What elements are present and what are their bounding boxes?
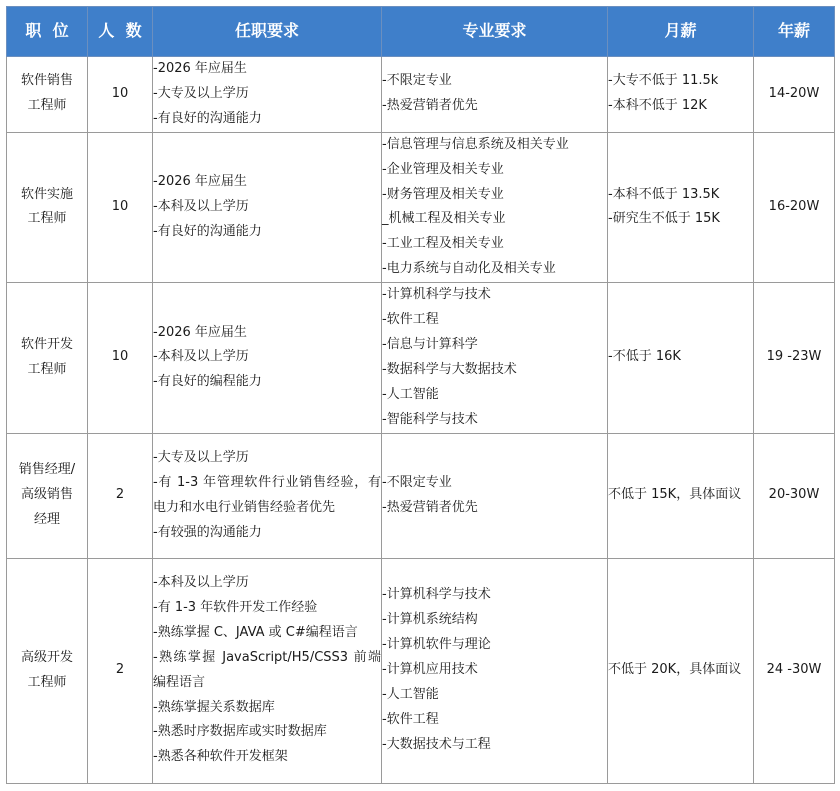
requirement-item: -熟悉时序数据库或实时数据库 — [153, 724, 327, 740]
header-title: 职 位 — [7, 7, 88, 57]
salary-item: -研究生不低于 15K — [608, 211, 720, 227]
headcount: 2 — [88, 558, 153, 783]
major-item: -计算机应用技术 — [382, 662, 478, 678]
monthly-salary-cell — [608, 132, 754, 282]
monthly-salary-cell — [608, 558, 754, 783]
job-title-cell — [7, 433, 88, 558]
annual-salary: 24 -30W — [754, 558, 835, 783]
major-item: -热爱营销者优先 — [382, 98, 478, 114]
job-title-cell — [7, 57, 88, 133]
table-row — [7, 558, 835, 783]
requirement-item: -有良好的编程能力 — [153, 374, 262, 390]
major-item: -人工智能 — [382, 386, 439, 402]
requirement-item: -2026 年应届生 — [153, 61, 247, 76]
headcount: 10 — [88, 132, 153, 282]
job-title: 销售经理/高级销售经理 — [18, 462, 76, 528]
salary-item: -本科不低于 13.5K — [608, 186, 720, 202]
job-title: 软件开发工程师 — [20, 336, 73, 377]
major-item: -不限定专业 — [382, 474, 452, 490]
requirements-cell — [153, 433, 382, 558]
major-item: -大数据技术与工程 — [382, 736, 491, 752]
header-row — [7, 7, 835, 57]
annual-salary: 14-20W — [754, 57, 835, 133]
header-major: 专业要求 — [382, 7, 608, 57]
salary-item: -不低于 16K — [608, 349, 681, 365]
headcount: 10 — [88, 283, 153, 433]
table-row — [7, 433, 835, 558]
major-item: _机械工程及相关专业 — [382, 211, 506, 227]
major-cell — [382, 433, 608, 558]
table-row — [7, 132, 835, 282]
job-title-cell — [7, 283, 88, 433]
requirement-item: -2026 年应届生 — [153, 174, 247, 190]
salary-item: 不低于 15K，具体面议 — [608, 487, 742, 503]
major-item: -计算机系统结构 — [382, 612, 478, 628]
job-title: 软件实施工程师 — [20, 186, 73, 227]
major-item: -热爱营销者优先 — [382, 499, 478, 515]
header-annual-salary: 年薪 — [754, 7, 835, 57]
requirement-item: -熟练掌握关系数据库 — [153, 699, 275, 715]
annual-salary: 20-30W — [754, 433, 835, 558]
requirement-item: -熟悉各种软件开发框架 — [153, 749, 288, 765]
requirement-item: -熟练掌握 JavaScript/H5/CSS3 前端编程语言 — [153, 649, 381, 690]
job-title: 高级开发工程师 — [20, 649, 73, 690]
annual-salary: 16-20W — [754, 132, 835, 282]
requirement-item: -有 1-3 年软件开发工作经验 — [153, 599, 318, 615]
table-row — [7, 57, 835, 133]
header-requirements: 任职要求 — [153, 7, 382, 57]
requirement-item: -2026 年应届生 — [153, 324, 247, 340]
requirement-item: -本科及以上学历 — [153, 198, 249, 214]
major-item: -财务管理及相关专业 — [382, 186, 504, 202]
job-title: 软件销售工程师 — [20, 73, 73, 114]
headcount: 2 — [88, 433, 153, 558]
major-item: -计算机科学与技术 — [382, 287, 491, 303]
major-item: -计算机科学与技术 — [382, 587, 491, 603]
requirement-item: -本科及以上学历 — [153, 349, 249, 365]
job-title-cell — [7, 132, 88, 282]
major-item: -软件工程 — [382, 711, 439, 727]
requirements-cell — [153, 558, 382, 783]
requirement-item: -有较强的沟通能力 — [153, 524, 262, 540]
major-cell — [382, 132, 608, 282]
major-cell — [382, 558, 608, 783]
major-item: -人工智能 — [382, 687, 439, 703]
requirements-cell — [153, 132, 382, 282]
major-item: -电力系统与自动化及相关专业 — [382, 261, 556, 277]
header-monthly-salary: 月薪 — [608, 7, 754, 57]
requirement-item: -有良好的沟通能力 — [153, 110, 262, 126]
recruitment-table — [6, 6, 835, 784]
requirement-item: -有良好的沟通能力 — [153, 223, 262, 239]
requirement-item: -大专及以上学历 — [153, 449, 249, 465]
major-cell — [382, 283, 608, 433]
table-row — [7, 283, 835, 433]
major-item: -信息与计算科学 — [382, 336, 478, 352]
requirement-item: -熟练掌握 C、JAVA 或 C#编程语言 — [153, 624, 358, 640]
requirement-item: -有 1-3 年管理软件行业销售经验，有电力和水电行业销售经验者优先 — [153, 474, 381, 515]
requirements-cell — [153, 283, 382, 433]
salary-item: 不低于 20K，具体面议 — [608, 662, 742, 678]
monthly-salary-cell — [608, 283, 754, 433]
header-count: 人 数 — [88, 7, 153, 57]
salary-item: -大专不低于 11.5k — [608, 73, 719, 89]
major-item: -企业管理及相关专业 — [382, 161, 504, 177]
major-item: -工业工程及相关专业 — [382, 236, 504, 252]
major-cell — [382, 57, 608, 133]
major-item: -智能科学与技术 — [382, 411, 478, 427]
monthly-salary-cell — [608, 433, 754, 558]
major-item: -不限定专业 — [382, 73, 452, 89]
monthly-salary-cell — [608, 57, 754, 133]
requirements-cell — [153, 57, 382, 133]
salary-item: -本科不低于 12K — [608, 98, 707, 114]
requirement-item: -本科及以上学历 — [153, 574, 249, 590]
major-item: -信息管理与信息系统及相关专业 — [382, 136, 569, 152]
major-item: -数据科学与大数据技术 — [382, 361, 517, 377]
major-item: -软件工程 — [382, 312, 439, 328]
major-item: -计算机软件与理论 — [382, 637, 491, 653]
headcount: 10 — [88, 57, 153, 133]
requirement-item: -大专及以上学历 — [153, 85, 249, 101]
annual-salary: 19 -23W — [754, 283, 835, 433]
job-title-cell — [7, 558, 88, 783]
